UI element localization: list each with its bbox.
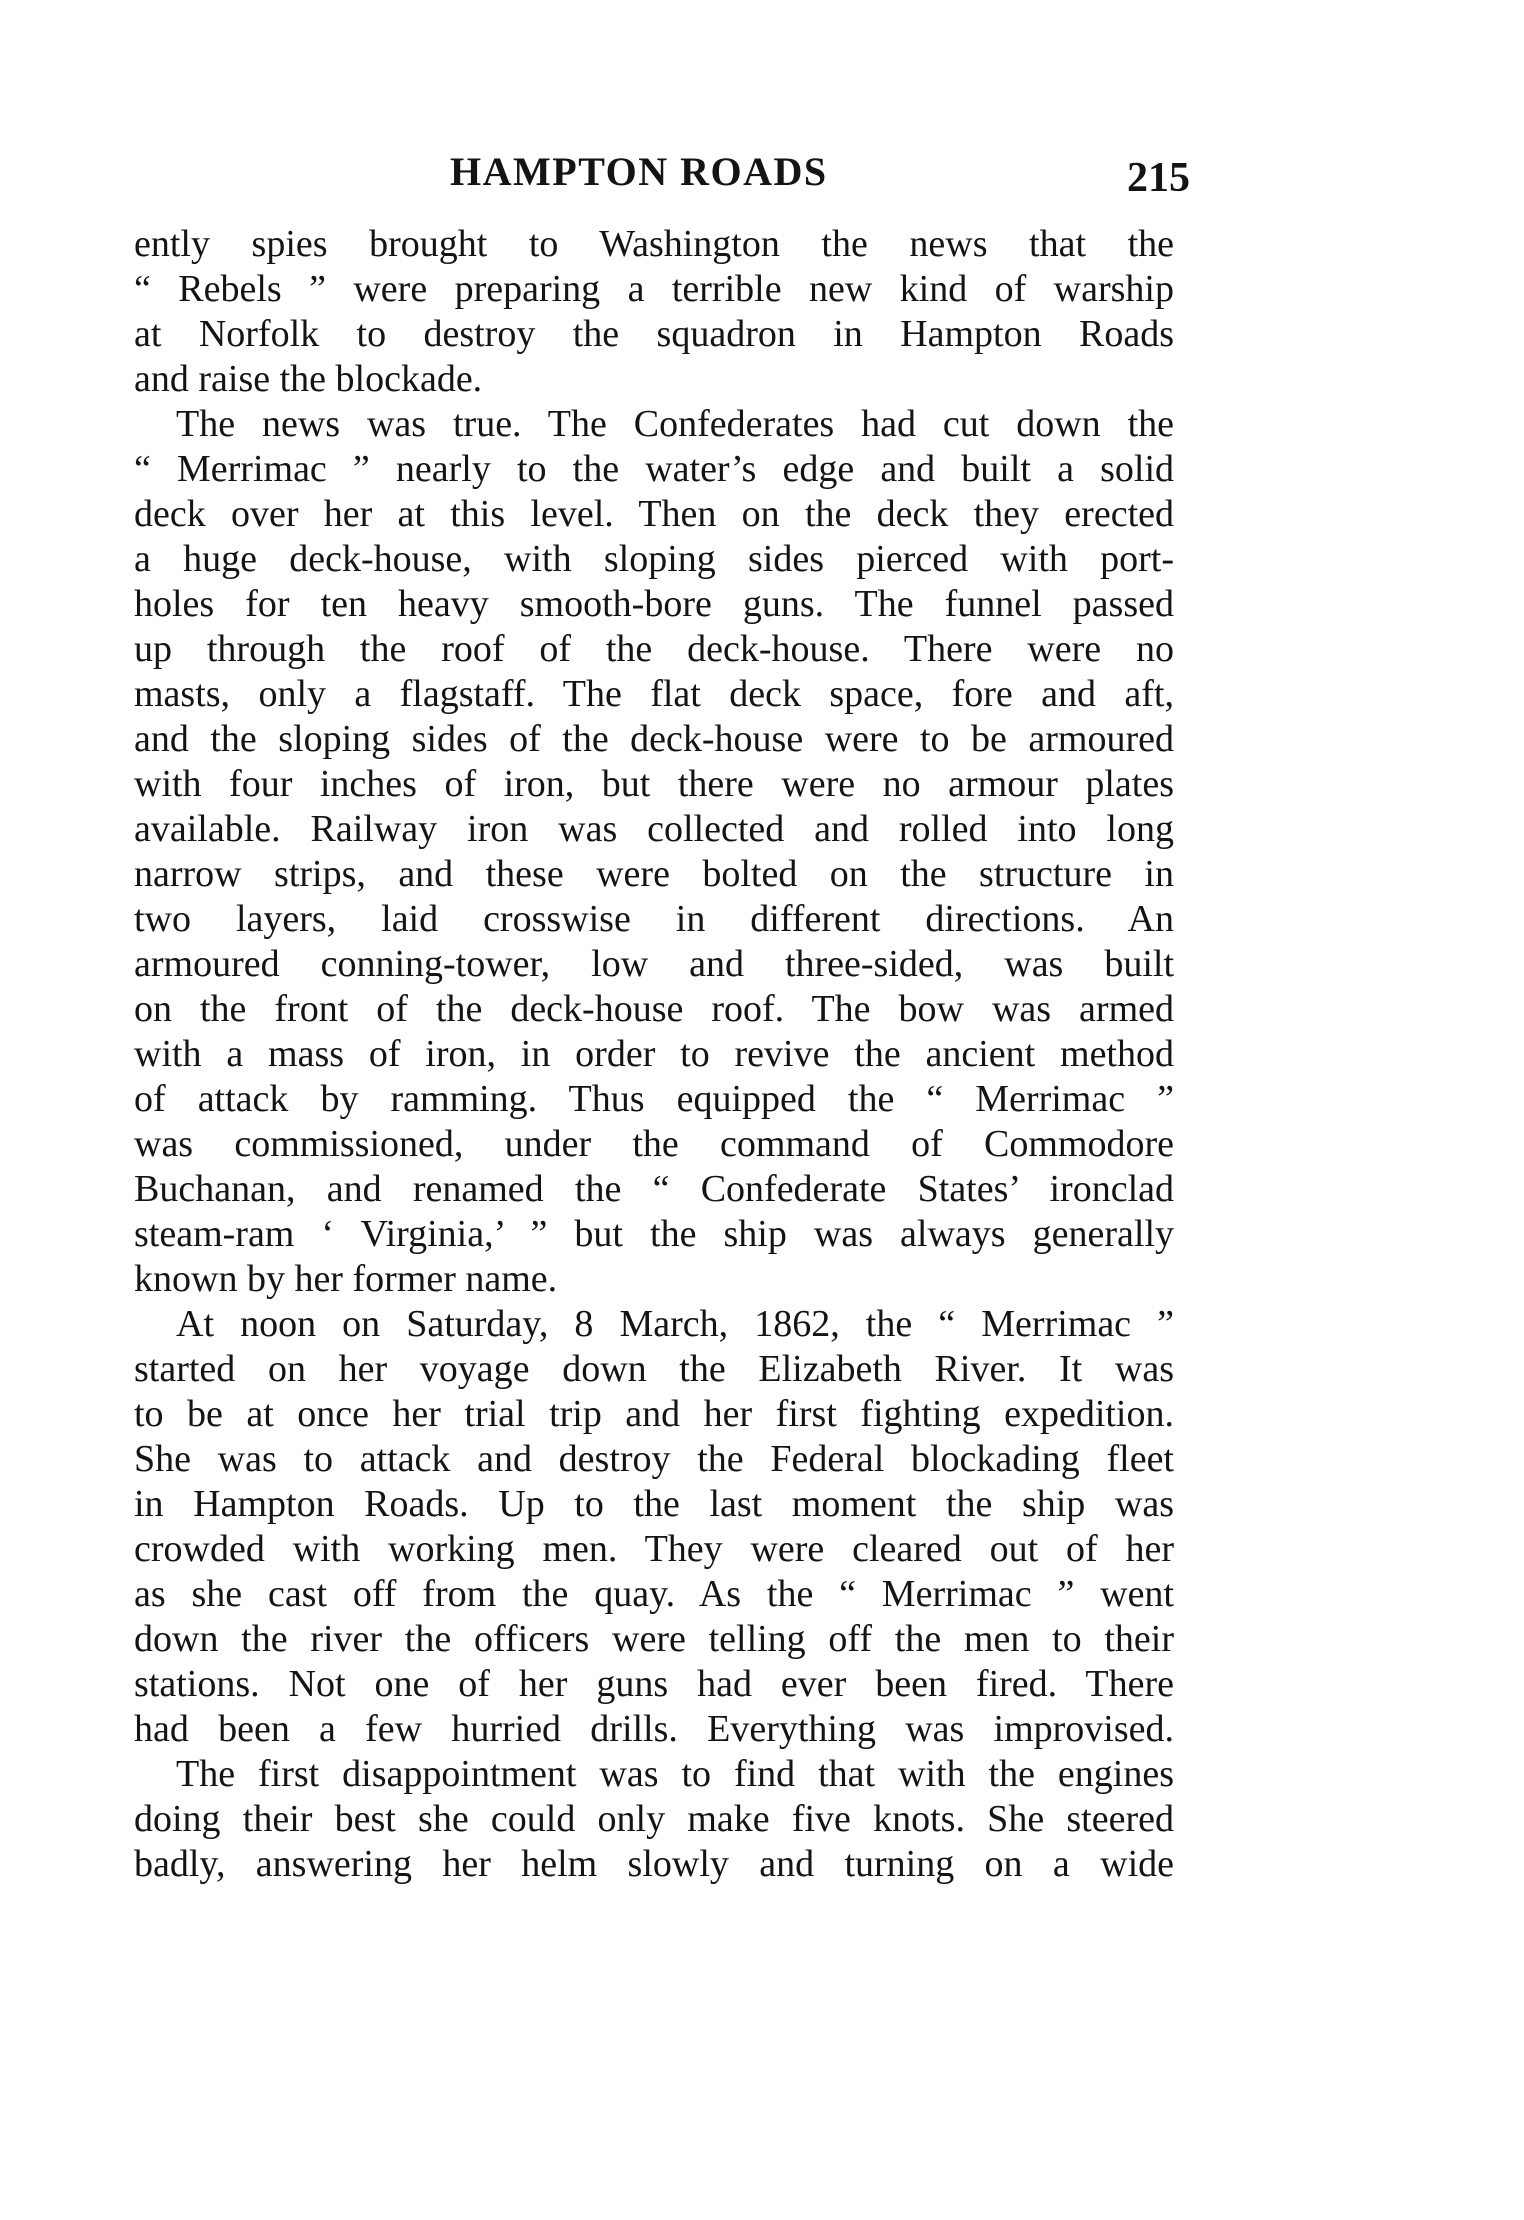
text-line: in Hampton Roads. Up to the last moment the ship was: [134, 1483, 1174, 1525]
text-line: steam-ram ‘ Virginia,’ ” but the ship was always generally: [134, 1213, 1174, 1255]
text-line: “ Merrimac ” nearly to the water’s edge and built a solid: [134, 448, 1174, 490]
text-line: and the sloping sides of the deck-house were to be armoured: [134, 718, 1174, 760]
text-line: as she cast off from the quay. As the “ Merrimac ” went: [134, 1573, 1174, 1615]
text-line: with four inches of iron, but there were no armour plates: [134, 763, 1174, 805]
page-header: [130, 140, 1190, 210]
text-line: had been a few hurried drills. Everything was improvised.: [134, 1708, 1174, 1750]
text-line: masts, only a flagstaff. The flat deck space, fore and aft,: [134, 673, 1174, 715]
text-line: doing their best she could only make five knots. She steered: [134, 1798, 1174, 1840]
text-line: holes for ten heavy smooth-bore guns. The funnel passed: [134, 583, 1174, 625]
text-line: At noon on Saturday, 8 March, 1862, the “ Merrimac ”: [176, 1303, 1174, 1345]
text-line: known by her former name.: [134, 1258, 558, 1300]
text-line: on the front of the deck-house roof. The bow was armed: [134, 988, 1174, 1030]
paragraph-3: [134, 1302, 1174, 1752]
paragraph-4: [134, 1752, 1174, 1887]
paragraph-1: [134, 222, 1174, 402]
text-line: She was to attack and destroy the Federal blockading fleet: [134, 1438, 1174, 1480]
text-line: armoured conning-tower, low and three-sided, was built: [134, 943, 1174, 985]
text-line: available. Railway iron was collected and rolled into long: [134, 808, 1174, 850]
text-line: Buchanan, and renamed the “ Confederate States’ ironclad: [134, 1168, 1174, 1210]
text-line: of attack by ramming. Thus equipped the “ Merrimac ”: [134, 1078, 1174, 1120]
text-line: The first disappointment was to find that with the engines: [176, 1753, 1174, 1795]
page-number: 215: [1127, 155, 1190, 201]
body-text: [134, 222, 1174, 1887]
text-line: a huge deck-house, with sloping sides pierced with port-: [134, 538, 1174, 580]
text-line: deck over her at this level. Then on the deck they erected: [134, 493, 1174, 535]
text-line: stations. Not one of her guns had ever been fired. There: [134, 1663, 1174, 1705]
text-line: badly, answering her helm slowly and turning on a wide: [134, 1843, 1174, 1885]
text-line: at Norfolk to destroy the squadron in Hampton Roads: [134, 313, 1174, 355]
text-line: to be at once her trial trip and her first fighting expedition.: [134, 1393, 1174, 1435]
text-line: down the river the officers were telling off the men to their: [134, 1618, 1174, 1660]
text-line: ently spies brought to Washington the news that the: [134, 223, 1174, 265]
text-line: The news was true. The Confederates had cut down the: [176, 403, 1174, 445]
text-line: started on her voyage down the Elizabeth River. It was: [134, 1348, 1174, 1390]
text-line: “ Rebels ” were preparing a terrible new kind of warship: [134, 268, 1174, 310]
text-line: was commissioned, under the command of Commodore: [134, 1123, 1174, 1165]
text-line: up through the roof of the deck-house. There were no: [134, 628, 1174, 670]
text-line: two layers, laid crosswise in different directions. An: [134, 898, 1174, 940]
text-line: narrow strips, and these were bolted on the structure in: [134, 853, 1174, 895]
running-head: HAMPTON ROADS: [450, 149, 828, 194]
text-line: and raise the blockade.: [134, 358, 483, 400]
text-line: with a mass of iron, in order to revive the ancient method: [134, 1033, 1174, 1075]
paragraph-2: [134, 402, 1174, 1302]
text-line: crowded with working men. They were cleared out of her: [134, 1528, 1174, 1570]
